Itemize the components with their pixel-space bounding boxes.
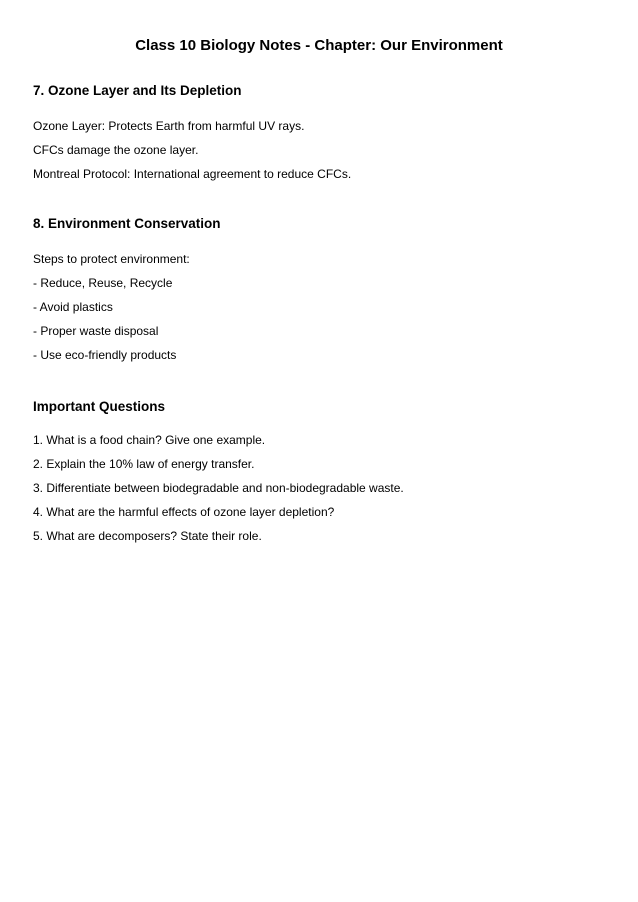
list-item: - Reduce, Reuse, Recycle — [33, 276, 173, 290]
page-title: Class 10 Biology Notes - Chapter: Our Environment — [135, 37, 503, 54]
section-heading: 8. Environment Conservation — [33, 216, 221, 231]
section-important-questions — [33, 398, 603, 543]
section-heading: 7. Ozone Layer and Its Depletion — [33, 83, 242, 98]
question-item: 4. What are the harmful effects of ozone layer depletion? — [33, 505, 335, 519]
question-item: 1. What is a food chain? Give one example. — [33, 433, 266, 447]
list-item: - Use eco-friendly products — [33, 348, 177, 362]
section-environment-conservation — [33, 215, 603, 362]
text-line: CFCs damage the ozone layer. — [33, 143, 199, 157]
text-line: Montreal Protocol: International agreement to reduce CFCs. — [33, 167, 352, 181]
list-item: - Proper waste disposal — [33, 324, 159, 338]
text-line: Steps to protect environment: — [33, 252, 190, 266]
section-ozone-layer — [33, 82, 603, 181]
question-item: 3. Differentiate between biodegradable and non-biodegradable waste. — [33, 481, 404, 495]
question-item: 5. What are decomposers? State their role. — [33, 529, 262, 543]
text-line: Ozone Layer: Protects Earth from harmful UV rays. — [33, 119, 305, 133]
list-item: - Avoid plastics — [33, 300, 113, 314]
section-heading: Important Questions — [33, 399, 166, 414]
question-item: 2. Explain the 10% law of energy transfer. — [33, 457, 255, 471]
